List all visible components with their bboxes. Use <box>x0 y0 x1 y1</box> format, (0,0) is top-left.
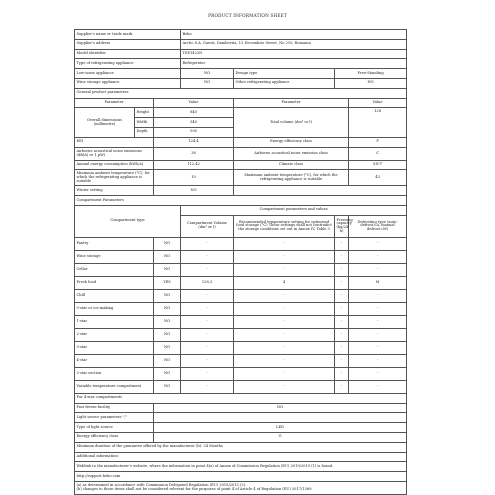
compartment-setting: - <box>234 341 335 354</box>
weblink-text: Weblink to the manufacturer's website, where the information in point 4(a) of Annex of Commission Regulation (EU) 2019/2019 (1) is found: <box>75 462 407 472</box>
compartment-freezing: - <box>335 328 349 341</box>
compartment-defrost: - <box>349 250 407 263</box>
compartment-rows <box>75 237 407 393</box>
compartment-volume: - <box>181 237 234 250</box>
row-label: Model identifier <box>75 49 181 59</box>
value-heading: Value <box>154 98 234 108</box>
four-star-header-row <box>75 393 407 403</box>
fast-freeze-label: Fast freeze facility <box>75 403 154 413</box>
compartment-name: 4-star <box>75 354 154 367</box>
climate-class-label: Climate class <box>234 160 349 170</box>
max-temp-label: Maximum ambient temperature (°C), for which the refrigerating appliance is suitable <box>234 170 349 186</box>
volume-heading: Compartment Volume (dm³ or l) <box>181 215 234 237</box>
row-value: TSE1423N <box>181 49 407 59</box>
additional-row <box>75 452 407 462</box>
winter-setting-row <box>75 186 407 196</box>
compartment-header-row <box>75 196 407 206</box>
annual-energy-value: 112,42 <box>154 160 234 170</box>
light-type-label: Type of light source <box>75 423 154 433</box>
compartment-setting: - <box>234 263 335 276</box>
wine-storage-row <box>75 78 407 88</box>
compartment-present: NO <box>154 380 181 393</box>
general-header-row <box>75 88 407 98</box>
row-label: Type of refrigerating appliance <box>75 59 181 69</box>
depth-label: Depth <box>135 127 154 137</box>
parameter-heading: Parameter <box>75 98 154 108</box>
compartment-name: Fresh food <box>75 276 154 289</box>
sheet-title: PRODUCT INFORMATION SHEET <box>208 13 287 18</box>
footnotes-row <box>75 481 407 494</box>
height-label: Height <box>135 108 154 118</box>
compartment-freezing: - <box>335 250 349 263</box>
compartment-present: NO <box>154 237 181 250</box>
compartment-present: YES <box>154 276 181 289</box>
url-row <box>75 472 407 482</box>
compartment-present: NO <box>154 315 181 328</box>
low-noise-row <box>75 69 407 79</box>
light-class-value: G <box>154 432 407 442</box>
compartment-volume: - <box>181 341 234 354</box>
min-temp-value: 10 <box>154 170 234 186</box>
compartment-freezing: - <box>335 315 349 328</box>
compartment-present: NO <box>154 341 181 354</box>
noise-row <box>75 147 407 160</box>
row-value: Arctic S.A. Gaesti, Dambovita, 13 Decembrie Street, No 210, Romania <box>181 39 407 49</box>
parameter-heading-2: Parameter <box>234 98 349 108</box>
compartment-present: NO <box>154 328 181 341</box>
freezing-heading: Freezing capacity (kg/24 h) <box>335 215 349 237</box>
light-type-value: LED <box>154 423 407 433</box>
guarantee-row <box>75 442 407 452</box>
compartment-name: Chill <box>75 289 154 302</box>
appliance-type-row <box>75 59 407 69</box>
light-header: Light source parameters ᵃ,ᵇ <box>75 413 154 423</box>
compartment-present: NO <box>154 354 181 367</box>
compartment-name: 0-star or ice-making <box>75 302 154 315</box>
light-class-row <box>75 432 407 442</box>
compartment-freezing: - <box>335 341 349 354</box>
design-type-label: Design type <box>234 69 335 79</box>
compartment-volume: - <box>181 380 234 393</box>
annual-energy-label: Annual energy consumption (kWh/a) <box>75 160 154 170</box>
compartment-name: 2-star <box>75 328 154 341</box>
supplier-address-row <box>75 39 407 49</box>
min-temp-label: Minimum ambient temperature (°C), for which the refrigerating appliance is suitable <box>75 170 154 186</box>
compartment-defrost: - <box>349 328 407 341</box>
compartment-volume: - <box>181 289 234 302</box>
height-value: 840 <box>154 108 234 118</box>
low-noise-value: NO <box>181 69 234 79</box>
additional-text: Additional information: <box>75 452 407 462</box>
energy-class-label: Energy efficiency class <box>234 137 349 147</box>
compartment-defrost: - <box>349 302 407 315</box>
compartment-row <box>75 237 407 250</box>
compartment-present: NO <box>154 367 181 380</box>
noise-class-label: Airborne acoustical noise emission class <box>234 147 349 160</box>
compartment-row <box>75 367 407 380</box>
compartment-volume: - <box>181 250 234 263</box>
guarantee-text: Minimum duration of the guarantee offered by the manufacturer (b): 24 Months <box>75 442 407 452</box>
other-appliance-label: Other refrigerating appliance <box>234 78 335 88</box>
footnote-b: (b) changes to these items shall not be considered relevant for the purposes of point 4 of Article 4 of Regulation (EU) 2017/1369. <box>76 486 313 491</box>
compartment-present: NO <box>154 250 181 263</box>
eei-value: 124,4 <box>154 137 234 147</box>
compartment-row <box>75 341 407 354</box>
height-row <box>75 108 407 118</box>
compartment-defrost: - <box>349 367 407 380</box>
compartment-volume: - <box>181 354 234 367</box>
wine-storage-label: Wine storage appliance <box>75 78 181 88</box>
fast-freeze-value: NO <box>154 403 407 413</box>
compartment-defrost: - <box>349 315 407 328</box>
compartment-freezing: - <box>335 276 349 289</box>
row-label: Supplier's address <box>75 39 181 49</box>
low-noise-label: Low-noise appliance <box>75 69 181 79</box>
model-identifier-row <box>75 49 407 59</box>
general-header: General product parameters <box>75 88 407 98</box>
winter-label: Winter setting <box>75 186 154 196</box>
compartment-defrost: - <box>349 263 407 276</box>
compartment-volume: - <box>181 315 234 328</box>
compartment-row <box>75 315 407 328</box>
compartment-name: Wine storage <box>75 250 154 263</box>
eei-row <box>75 137 407 147</box>
compartment-row <box>75 250 407 263</box>
light-type-row <box>75 423 407 433</box>
eei-label: EEI <box>75 137 154 147</box>
compartment-freezing: - <box>335 289 349 302</box>
compartment-row <box>75 328 407 341</box>
compartment-setting: 4 <box>234 276 335 289</box>
width-label: Width <box>135 118 154 128</box>
compartment-present: NO <box>154 263 181 276</box>
ambient-temperature-row <box>75 170 407 186</box>
depth-value: 590 <box>154 127 234 137</box>
energy-class-value: F <box>349 137 407 147</box>
compartment-volume: - <box>181 302 234 315</box>
compartment-row <box>75 276 407 289</box>
supplier-name-row <box>75 30 407 40</box>
noise-label: Airborne acoustical noise emissions (dB(A) re 1 pW) <box>75 147 154 160</box>
compartment-setting: - <box>234 289 335 302</box>
parameter-header-row <box>75 98 407 108</box>
compartment-name: 2-star section <box>75 367 154 380</box>
setting-heading: Recommended temperature setting for optimised food storage (°C) These settings shall not contradict the storage conditions set out in Annex IV, Table 3 <box>234 215 335 237</box>
compartment-setting: - <box>234 328 335 341</box>
product-information-table <box>74 29 406 495</box>
compartment-freezing: - <box>335 237 349 250</box>
noise-class-value: C <box>349 147 407 160</box>
compartment-header: Compartment Parameters <box>75 196 407 206</box>
compartment-name: Cellar <box>75 263 154 276</box>
total-volume-value: 128 <box>349 108 407 137</box>
noise-value: 38 <box>154 147 234 160</box>
compartment-defrost: - <box>349 380 407 393</box>
compartment-defrost: - <box>349 354 407 367</box>
compartment-defrost: M <box>349 276 407 289</box>
compartment-setting: - <box>234 250 335 263</box>
compartment-present: NO <box>154 302 181 315</box>
dimensions-label: Overall dimensions (millimetre) <box>75 108 135 137</box>
total-volume-label: Total volume (dm³ or l) <box>234 108 349 137</box>
compartment-volume: 128,3 <box>181 276 234 289</box>
light-header-row <box>75 413 407 423</box>
design-type-value: Free-Standing <box>335 69 407 79</box>
compartment-name: Variable temperature compartment <box>75 380 154 393</box>
compartment-volume: - <box>181 263 234 276</box>
compartment-volume: - <box>181 328 234 341</box>
compartment-name: Pantry <box>75 237 154 250</box>
compartment-setting: - <box>234 367 335 380</box>
compartment-freezing: - <box>335 380 349 393</box>
compartment-group-row <box>75 205 407 215</box>
compartment-setting: - <box>234 380 335 393</box>
wine-storage-value: NO <box>181 78 234 88</box>
winter-value: NO <box>154 186 234 196</box>
other-appliance-value: NO <box>335 78 407 88</box>
annual-energy-row <box>75 160 407 170</box>
compartment-name: 3-star <box>75 341 154 354</box>
row-label: Supplier's name or trade mark <box>75 30 181 40</box>
compartment-group-heading: Compartment parameters and values <box>181 205 407 215</box>
compartment-defrost: - <box>349 289 407 302</box>
compartment-type-heading: Compartment type <box>75 205 181 237</box>
compartment-volume: - <box>181 367 234 380</box>
compartment-setting: - <box>234 302 335 315</box>
compartment-row <box>75 263 407 276</box>
defrost-heading: Defrosting type (auto-defrost=A, manual defrost=M) <box>349 215 407 237</box>
compartment-freezing: - <box>335 302 349 315</box>
compartment-row <box>75 354 407 367</box>
compartment-present: NO <box>154 289 181 302</box>
row-value: Beko <box>181 30 407 40</box>
compartment-freezing: - <box>335 354 349 367</box>
compartment-row <box>75 380 407 393</box>
climate-class-value: SN-T <box>349 160 407 170</box>
fast-freeze-row <box>75 403 407 413</box>
compartment-setting: - <box>234 315 335 328</box>
light-class-label: Energy efficiency class <box>75 432 154 442</box>
row-value: Refrigerator <box>181 59 407 69</box>
compartment-defrost: - <box>349 341 407 354</box>
support-url[interactable]: http://support.beko.com <box>75 472 407 482</box>
four-star-header: For 4-star compartments <box>75 393 407 403</box>
compartment-name: 1-star <box>75 315 154 328</box>
footnotes <box>75 481 407 494</box>
width-value: 540 <box>154 118 234 128</box>
compartment-row <box>75 289 407 302</box>
compartment-freezing: - <box>335 263 349 276</box>
footnote-a: (a) as determined in accordance with Commission Delegated Regulation (EU) 2019/2015 (2). <box>76 483 247 488</box>
compartment-freezing: - <box>335 367 349 380</box>
weblink-row <box>75 462 407 472</box>
compartment-setting: - <box>234 354 335 367</box>
compartment-setting: - <box>234 237 335 250</box>
compartment-row <box>75 302 407 315</box>
max-temp-value: 43 <box>349 170 407 186</box>
compartment-defrost: - <box>349 237 407 250</box>
value-heading-2: Value <box>349 98 407 108</box>
